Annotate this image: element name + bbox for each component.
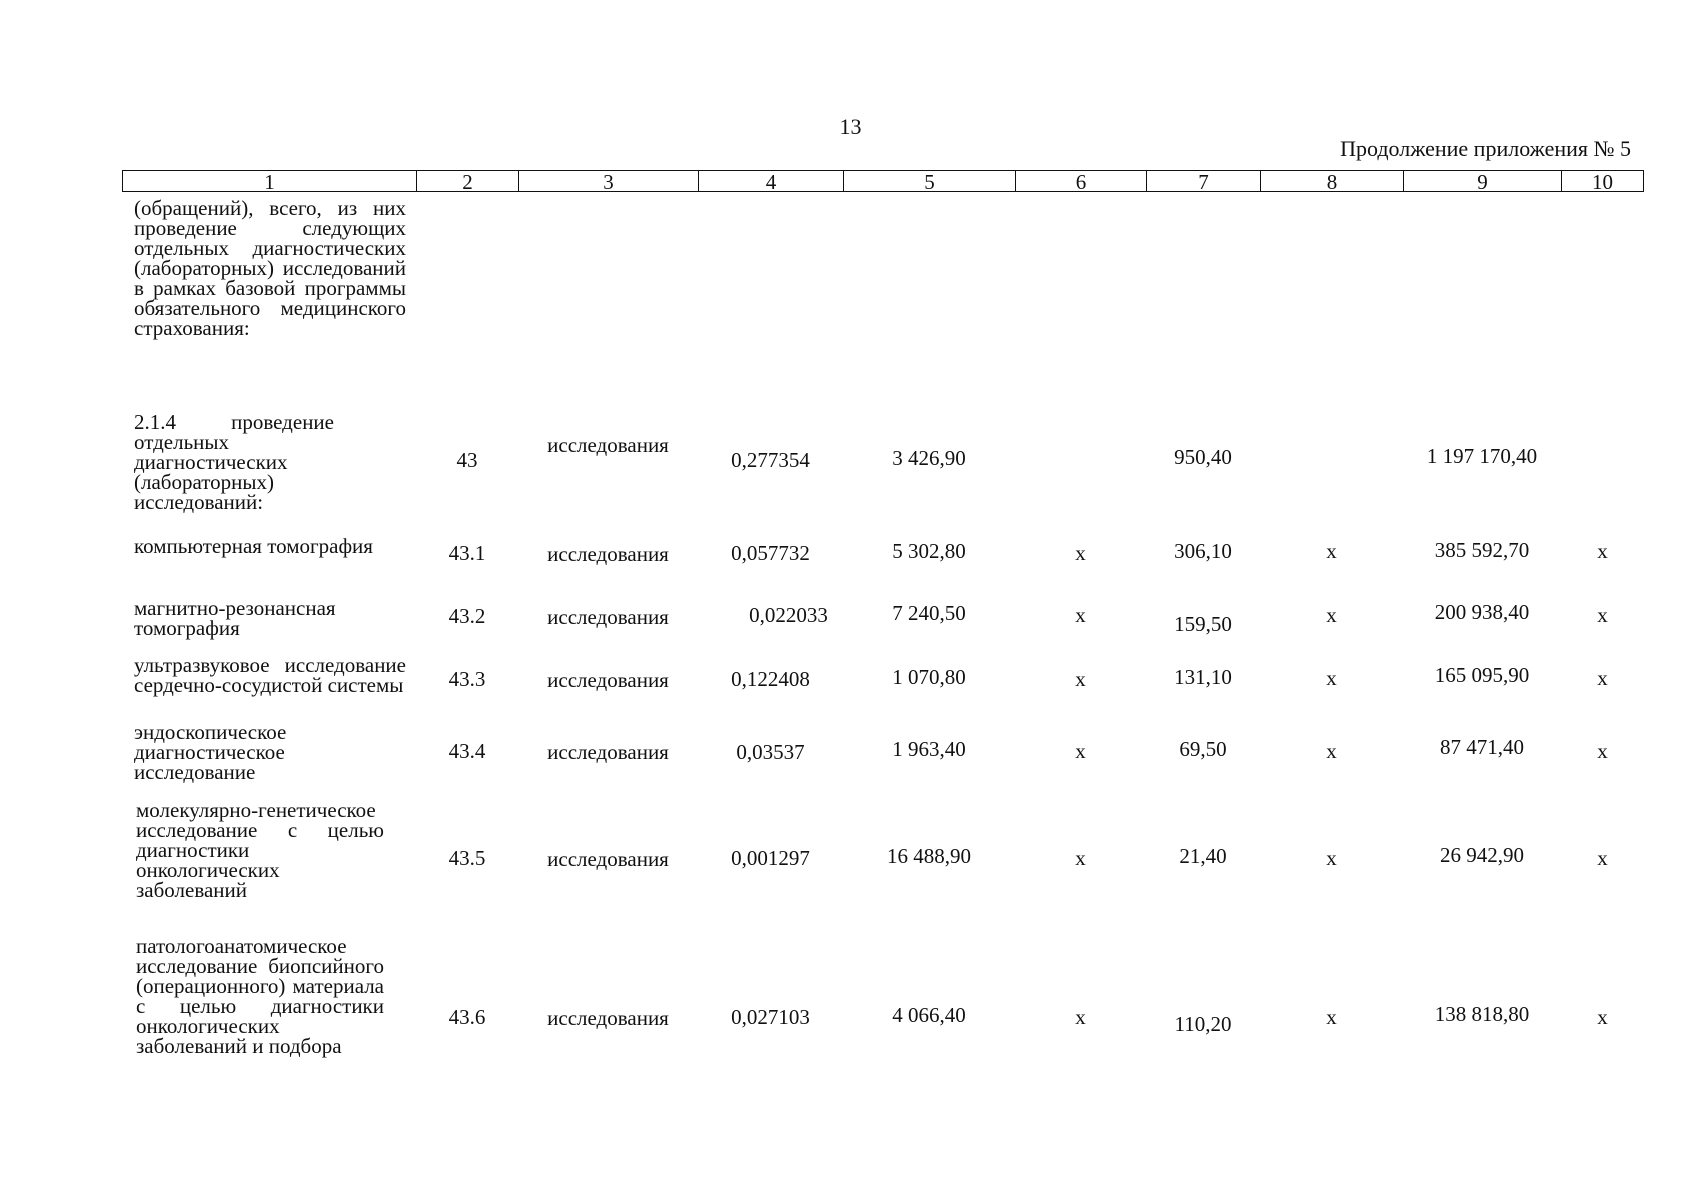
row-43-4-name: эндоскопическое диагностическое исследование <box>134 720 287 784</box>
row-43-4-col7: 69,50 <box>1179 737 1227 761</box>
row-43-6-col5: 4 066,40 <box>892 1003 966 1027</box>
row-43-3-col8: х <box>1326 666 1337 690</box>
row-43-4-col4: 0,03537 <box>736 740 805 764</box>
row-43-6-name: патологоанатомическое исследование биопсийного (операционного) материала с целью диагностики онкологических заболеваний и подбора <box>136 934 384 1058</box>
row-43-2-col6: х <box>1075 603 1086 627</box>
row-43-col7: 950,40 <box>1174 445 1232 469</box>
row-43-3-col4: 0,122408 <box>731 667 810 691</box>
row-43-1-col6: х <box>1075 541 1086 565</box>
row-43-1-col8: х <box>1326 539 1337 563</box>
row-43-4-unit: исследования <box>547 740 669 764</box>
row-43-col5: 3 426,90 <box>892 446 966 470</box>
row-43-2-col8: х <box>1326 603 1337 627</box>
row-43-5-col5: 16 488,90 <box>887 844 971 868</box>
row-43-5-name: молекулярно-генетическое исследование с целью диагностики онкологических заболеваний <box>136 798 384 902</box>
row-43-1-col9: 385 592,70 <box>1434 538 1530 562</box>
row-43-4-col6: х <box>1075 739 1086 763</box>
row-43-3-code: 43.3 <box>448 667 486 691</box>
row-43-4-col5: 1 963,40 <box>892 737 966 761</box>
row-43-2-code: 43.2 <box>448 604 486 628</box>
row-43-3-unit: исследования <box>547 668 669 692</box>
row-43-5-code: 43.5 <box>448 846 486 870</box>
row-43-3-name: ультразвуковое исследование сердечно-сосудистой системы <box>134 653 406 697</box>
row-43-col4: 0,277354 <box>731 448 810 472</box>
column-header-4: 4 <box>698 170 843 192</box>
row-43-name: 2.1.4 проведение отдельных диагностических (лабораторных) исследований: <box>134 410 334 514</box>
row-43-6-col6: х <box>1075 1005 1086 1029</box>
row-43-4-col8: х <box>1326 739 1337 763</box>
row-43-2-col9: 200 938,40 <box>1434 600 1530 624</box>
row-43-5-col9: 26 942,90 <box>1440 843 1524 867</box>
row-43-4-col9: 87 471,40 <box>1440 735 1524 759</box>
row-43-6-unit: исследования <box>547 1006 669 1030</box>
row-43-5-col7: 21,40 <box>1179 844 1227 868</box>
row-43-2-col10: х <box>1597 603 1608 627</box>
row-43-5-col6: х <box>1075 846 1086 870</box>
row-43-unit: исследования <box>547 433 669 457</box>
row-43-1-col7: 306,10 <box>1174 539 1232 563</box>
row-43-6-code: 43.6 <box>448 1005 486 1029</box>
row-43-5-col8: х <box>1326 846 1337 870</box>
column-header-2: 2 <box>416 170 518 192</box>
row-43-code: 43 <box>456 448 478 472</box>
column-header-8: 8 <box>1260 170 1403 192</box>
column-header-3: 3 <box>518 170 698 192</box>
row-43-3-col9: 165 095,90 <box>1434 663 1530 687</box>
row-43-col9: 1 197 170,40 <box>1426 444 1538 468</box>
page-number: 13 <box>839 114 862 139</box>
row-43-5-col4: 0,001297 <box>731 846 810 870</box>
row-43-5-col10: х <box>1597 846 1608 870</box>
column-header-5: 5 <box>843 170 1015 192</box>
column-header-9: 9 <box>1403 170 1561 192</box>
row-43-1-code: 43.1 <box>448 541 486 565</box>
column-header-1: 1 <box>122 170 416 192</box>
column-number-header <box>122 170 1644 196</box>
row-43-2-name: магнитно-резонансная томография <box>134 596 336 640</box>
row-43-2-col7: 159,50 <box>1174 612 1232 636</box>
row-43-2-col4: 0,022033 <box>749 603 828 627</box>
row-43-4-col10: х <box>1597 739 1608 763</box>
continuation-text: (обращений), всего, из них проведение следующих отдельных диагностических (лабораторных) исследований в рамках базовой программы обязательного медицинского страхования: <box>134 196 406 340</box>
row-43-3-col10: х <box>1597 666 1608 690</box>
row-43-3-col7: 131,10 <box>1174 665 1232 689</box>
appendix-continuation-note: Продолжение приложения № 5 <box>1340 136 1631 161</box>
row-43-4-code: 43.4 <box>448 739 486 763</box>
row-43-2-unit: исследования <box>547 605 669 629</box>
row-43-1-unit: исследования <box>547 542 669 566</box>
row-43-1-col4: 0,057732 <box>731 541 810 565</box>
row-43-6-col8: х <box>1326 1005 1337 1029</box>
row-43-1-col5: 5 302,80 <box>892 539 966 563</box>
row-43-1-col10: х <box>1597 539 1608 563</box>
row-43-3-col6: х <box>1075 667 1086 691</box>
row-43-6-col9: 138 818,80 <box>1434 1002 1530 1026</box>
column-header-7: 7 <box>1146 170 1260 192</box>
row-43-5-unit: исследования <box>547 847 669 871</box>
column-header-10: 10 <box>1561 170 1644 192</box>
row-43-6-col10: х <box>1597 1005 1608 1029</box>
row-43-1-name: компьютерная томография <box>134 534 373 558</box>
row-43-3-col5: 1 070,80 <box>892 665 966 689</box>
row-43-6-col4: 0,027103 <box>731 1005 810 1029</box>
row-43-6-col7: 110,20 <box>1174 1012 1232 1036</box>
column-header-6: 6 <box>1015 170 1146 192</box>
row-43-2-col5: 7 240,50 <box>892 601 966 625</box>
